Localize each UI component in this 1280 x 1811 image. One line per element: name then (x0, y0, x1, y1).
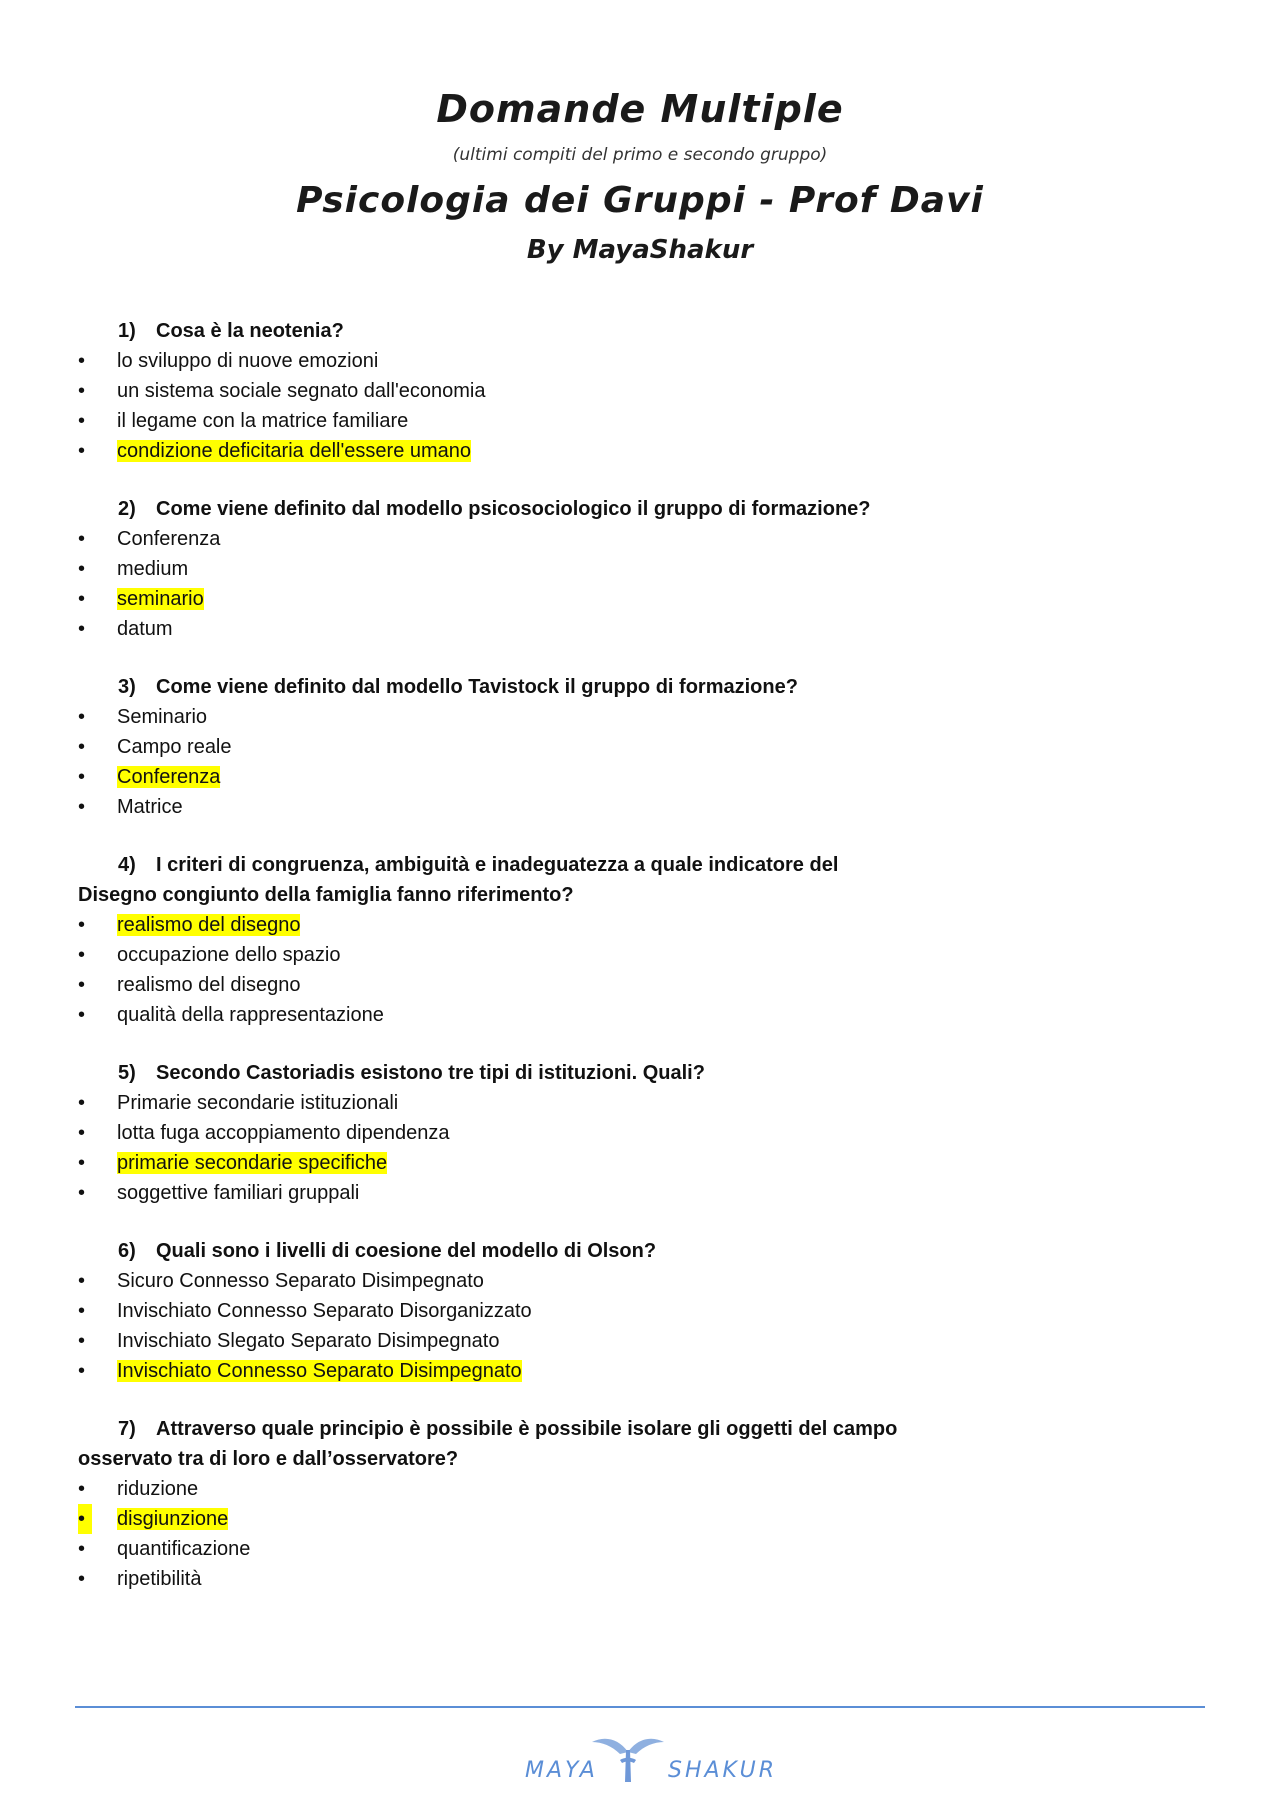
option-list (78, 1088, 1208, 1208)
option-label: realismo del disegno (117, 974, 301, 996)
option-label: qualità della rappresentazione (117, 1004, 384, 1026)
question-text (78, 494, 1208, 524)
option-correct (78, 1356, 1208, 1386)
option (78, 1564, 1208, 1594)
question-text (78, 850, 1208, 910)
option (78, 732, 1208, 762)
option-label: riduzione (117, 1478, 199, 1500)
option-label: medium (117, 558, 189, 580)
option (78, 406, 1208, 436)
option-list (78, 910, 1208, 1030)
bullet-icon: • (78, 1004, 86, 1026)
bullet-icon: • (78, 410, 86, 432)
option-label: Conferenza (117, 766, 221, 788)
option-label: Campo reale (117, 736, 232, 758)
question-label: Attraverso quale principio è possibile è possibile isolare gli oggetti del campo (156, 1418, 898, 1440)
option-label: Conferenza (117, 528, 221, 550)
option-label: Invischiato Slegato Separato Disimpegnato (117, 1330, 500, 1352)
question-block (78, 850, 1208, 1030)
question-text (78, 1236, 1208, 1266)
question-block (78, 316, 1208, 466)
option-label: quantificazione (117, 1538, 251, 1560)
question-number: 2) (118, 498, 136, 520)
option-label: seminario (117, 588, 204, 610)
bullet-icon: • (78, 380, 86, 402)
bullet-icon: • (78, 440, 86, 462)
question-text (78, 1058, 1208, 1088)
question-number: 3) (118, 676, 136, 698)
option (78, 1088, 1208, 1118)
option-correct (78, 436, 1208, 466)
option-correct (78, 584, 1208, 614)
question-first-line (78, 1240, 656, 1262)
logo-text-shakur: SHAKUR (668, 1758, 777, 1783)
bullet-icon: • (78, 1152, 86, 1174)
page-title: Domande Multiple (436, 87, 844, 131)
question-first-line (78, 676, 798, 698)
bullet-icon: • (78, 588, 86, 610)
option (78, 1534, 1208, 1564)
option (78, 1296, 1208, 1326)
author-line: By MayaShakur (526, 235, 754, 265)
option (78, 1474, 1208, 1504)
bullet-icon: • (78, 1122, 86, 1144)
question-label: Come viene definito dal modello Tavistock il gruppo di formazione? (156, 676, 798, 698)
option-label: Invischiato Connesso Separato Disimpegnato (117, 1360, 522, 1382)
bullet-icon: • (78, 1360, 86, 1382)
option (78, 614, 1208, 644)
bullet-icon: • (78, 350, 86, 372)
question-label: Secondo Castoriadis esistono tre tipi di istituzioni. Quali? (156, 1062, 705, 1084)
bullet-icon: • (78, 528, 86, 550)
option (78, 940, 1208, 970)
question-block (78, 1058, 1208, 1208)
option (78, 524, 1208, 554)
bullet-icon: • (78, 706, 86, 728)
wing-tree-icon (590, 1730, 666, 1788)
bullet-icon: • (78, 1568, 86, 1590)
option-label: Seminario (117, 706, 208, 728)
question-label: Quali sono i livelli di coesione del modello di Olson? (156, 1240, 657, 1262)
option-label: Primarie secondarie istituzionali (117, 1092, 399, 1114)
bullet-icon: • (78, 558, 86, 580)
option-list (78, 702, 1208, 822)
option-label: condizione deficitaria dell'essere umano (117, 440, 472, 462)
bullet-icon: • (78, 1330, 86, 1352)
bullet-icon: • (78, 944, 86, 966)
footer-divider (75, 1706, 1205, 1708)
option-label: il legame con la matrice familiare (117, 410, 409, 432)
bullet-icon: • (78, 1538, 86, 1560)
bullet-icon: • (78, 618, 86, 640)
bullet-icon: • (78, 1182, 86, 1204)
question-number: 1) (118, 320, 136, 342)
option-label: Sicuro Connesso Separato Disimpegnato (117, 1270, 484, 1292)
question-list (78, 316, 1208, 1622)
option-label: lo sviluppo di nuove emozioni (117, 350, 379, 372)
question-first-line (78, 854, 838, 876)
option-label: realismo del disegno (117, 914, 301, 936)
option (78, 376, 1208, 406)
option-label: datum (117, 618, 173, 640)
question-label: I criteri di congruenza, ambiguità e inadeguatezza a quale indicatore del (156, 854, 839, 876)
bullet-icon: • (78, 796, 86, 818)
question-block (78, 1414, 1208, 1594)
question-first-line (78, 498, 871, 520)
option-label: primarie secondarie specifiche (117, 1152, 388, 1174)
option-list (78, 1266, 1208, 1386)
option (78, 1178, 1208, 1208)
bullet-icon: • (78, 766, 86, 788)
bullet-icon: • (78, 1300, 86, 1322)
question-number: 6) (118, 1240, 136, 1262)
option-correct (78, 910, 1208, 940)
logo-text-maya: MAYA (525, 1758, 598, 1783)
option-label: un sistema sociale segnato dall'economia (117, 380, 486, 402)
option-correct (78, 1148, 1208, 1178)
page-header (0, 80, 1280, 270)
option-label: Matrice (117, 796, 183, 818)
option (78, 1000, 1208, 1030)
question-first-line (78, 320, 344, 342)
question-text (78, 1414, 1208, 1474)
option (78, 1326, 1208, 1356)
course-title: Psicologia dei Gruppi - Prof Davi (296, 180, 984, 221)
question-continuation: osservato tra di loro e dall’osservatore? (78, 1448, 459, 1470)
bullet-icon: • (78, 1478, 86, 1500)
option-correct (78, 762, 1208, 792)
bullet-icon: • (78, 1270, 86, 1292)
question-text (78, 672, 1208, 702)
bullet-icon: • (78, 914, 86, 936)
option-correct (78, 1504, 1208, 1534)
option (78, 554, 1208, 584)
option-list (78, 346, 1208, 466)
option (78, 702, 1208, 732)
question-number: 5) (118, 1062, 136, 1084)
bullet-icon: • (78, 974, 86, 996)
option-label: Invischiato Connesso Separato Disorganizzato (117, 1300, 532, 1322)
option-label: disgiunzione (117, 1508, 229, 1530)
question-continuation: Disegno congiunto della famiglia fanno riferimento? (78, 884, 574, 906)
question-number: 4) (118, 854, 136, 876)
bullet-icon: • (78, 736, 86, 758)
option-label: ripetibilità (117, 1568, 202, 1590)
question-label: Come viene definito dal modello psicosociologico il gruppo di formazione? (156, 498, 871, 520)
bullet-icon: • (78, 1504, 92, 1534)
page-subtitle: (ultimi compiti del primo e secondo gruppo) (452, 145, 828, 165)
question-first-line (78, 1062, 705, 1084)
bullet-icon: • (78, 1092, 86, 1114)
option (78, 1266, 1208, 1296)
option-list (78, 1474, 1208, 1594)
question-text (78, 316, 1208, 346)
option (78, 346, 1208, 376)
question-block (78, 1236, 1208, 1386)
option (78, 792, 1208, 822)
question-block (78, 672, 1208, 822)
option-label: soggettive familiari gruppali (117, 1182, 360, 1204)
option-list (78, 524, 1208, 644)
footer-logo (0, 1730, 1280, 1790)
question-first-line (78, 1418, 897, 1440)
option-label: lotta fuga accoppiamento dipendenza (117, 1122, 450, 1144)
question-label: Cosa è la neotenia? (156, 320, 344, 342)
question-number: 7) (118, 1418, 136, 1440)
option (78, 1118, 1208, 1148)
option (78, 970, 1208, 1000)
question-block (78, 494, 1208, 644)
option-label: occupazione dello spazio (117, 944, 341, 966)
